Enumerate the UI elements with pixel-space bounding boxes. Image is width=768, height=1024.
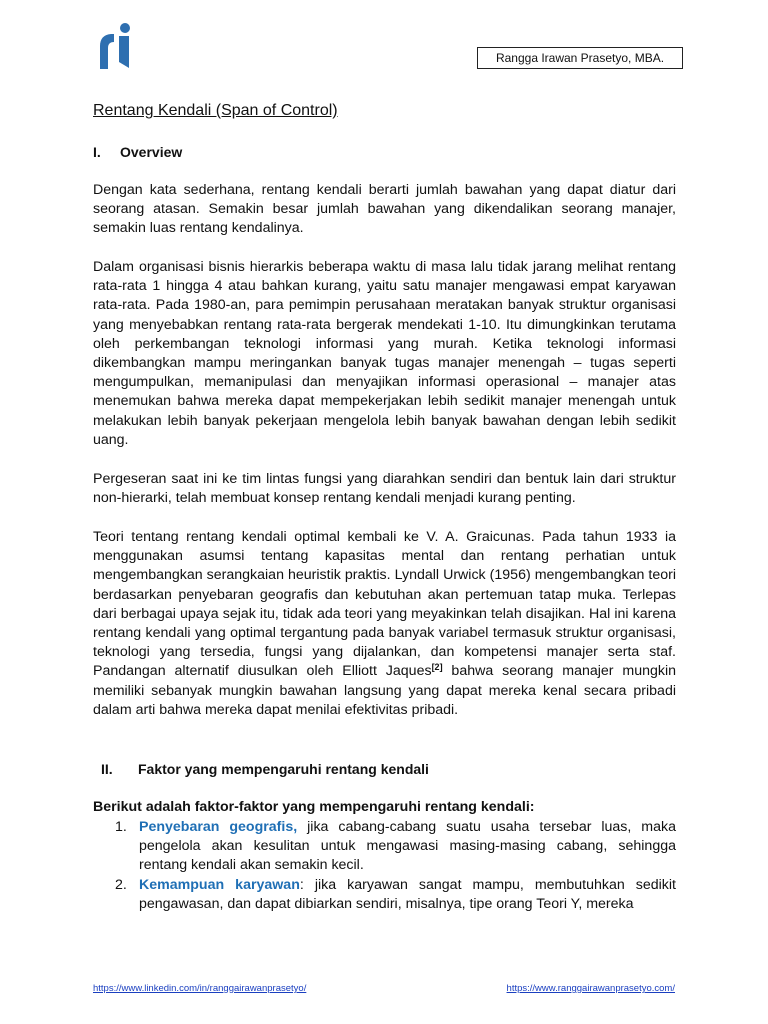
paragraph-definition: Dengan kata sederhana, rentang kendali berarti jumlah bawahan yang dapat diatur dari seorang atasan. Semakin besar jumlah bawahan yang dikendalikan seorang manajer, semakin luas rentang kendalinya. <box>93 182 676 237</box>
paragraph-history: Dalam organisasi bisnis hierarkis beberapa waktu di masa lalu tidak jarang melihat rentang rata-rata 1 hingga 4 atau bahkan kurang, yaitu satu manajer mengawasi empat karyawan rata-rata. Pada 1980-an, para pemimpin perusahaan meratakan banyak struktur organisasi yang menyebabkan rentang rata-rata bergerak mendekati 1-10. Itu dimungkinkan terutama oleh perkembangan teknologi informasi yang murah. Ketika teknologi informasi dikembangkan mampu meringankan banyak tugas manajer menengah – tugas seperti mengumpulkan, memanipulasi dan menyajikan informasi operasional – manajer atas menemukan bahwa mereka dapat mempekerjakan lebih sedikit manajer menengah untuk melakukan lebih banyak pekerjaan mengelola lebih banyak bawahan dengan lebih sedikit uang. <box>93 259 676 448</box>
paragraph-theory-text: Teori tentang rentang kendali optimal kembali ke V. A. Graicunas. Pada tahun 1933 ia menggunakan asumsi tentang kapasitas mental dan rentang perhatian untuk mengembangkan serangkaian heuristik praktis. Lyndall Urwick (1956) mengembangkan teori berdasarkan penyebaran geografis dan kebutuhan akan pertemuan tatap muka. Terlepas dari berbagai upaya sejak itu, tidak ada teori yang meyakinkan telah disajikan. Hal ini karena rentang kendali yang optimal tergantung pada banyak variabel termasuk struktur organisasi, teknologi yang tersedia, fungsi yang dijalankan, dan kompetensi manajer serta staf. Pandangan alternatif diusulkan oleh Elliott Jaques <box>93 529 676 680</box>
section-number: II. <box>101 761 113 777</box>
paragraph-theory-text-cont: bahwa seorang manajer mungkin memiliki sebanyak mungkin bawahan langsung yang dapat mereka kenal secara pribadi dalam arti bahwa mereka dapat menilai efektivitas pribadi. <box>93 663 676 718</box>
footer-linkedin-link[interactable]: https://www.linkedin.com/in/ranggairawanprasetyo/ <box>93 983 307 994</box>
ri-logo-icon <box>98 22 134 70</box>
section-title: Faktor yang mempengaruhi rentang kendali <box>138 761 429 777</box>
factor-description: : jika karyawan sangat mampu, membutuhkan sedikit pengawasan, dan dapat dibiarkan sendiri, misalnya, tipe orang Teori Y, mereka <box>139 876 676 912</box>
factors-lead: Berikut adalah faktor-faktor yang mempengaruhi rentang kendali: <box>93 799 535 815</box>
footer-website-link[interactable]: https://www.ranggairawanprasetyo.com/ <box>506 983 675 994</box>
list-item <box>93 818 676 876</box>
list-item <box>93 876 676 914</box>
citation-link[interactable]: [2] <box>431 662 443 673</box>
factor-term: Penyebaran geografis <box>139 819 294 835</box>
author-name-box: Rangga Irawan Prasetyo, MBA. <box>477 47 683 69</box>
list-marker: 2. <box>115 876 127 893</box>
factor-description: jika cabang-cabang suatu usaha tersebar luas, maka pengelola akan kesulitan untuk mengawasi masing-masing cabang, sehingga rentang kendali akan semakin kecil. <box>139 819 676 874</box>
paragraph-theory <box>93 528 676 720</box>
factor-term: Kemampuan karyawan <box>139 876 300 893</box>
section-heading-factors <box>93 761 429 777</box>
list-marker: 1. <box>115 819 127 835</box>
section-number: I. <box>93 144 101 160</box>
section-title: Overview <box>120 144 183 160</box>
section-heading-overview <box>93 144 182 160</box>
paragraph-shift: Pergeseran saat ini ke tim lintas fungsi yang diarahkan sendiri dan bentuk lain dari struktur non-hierarki, telah membuat konsep rentang kendali menjadi kurang penting. <box>93 471 676 507</box>
factor-term-separator: , <box>293 819 298 835</box>
document-title: Rentang Kendali (Span of Control) <box>93 102 338 119</box>
factor-list <box>93 818 676 914</box>
